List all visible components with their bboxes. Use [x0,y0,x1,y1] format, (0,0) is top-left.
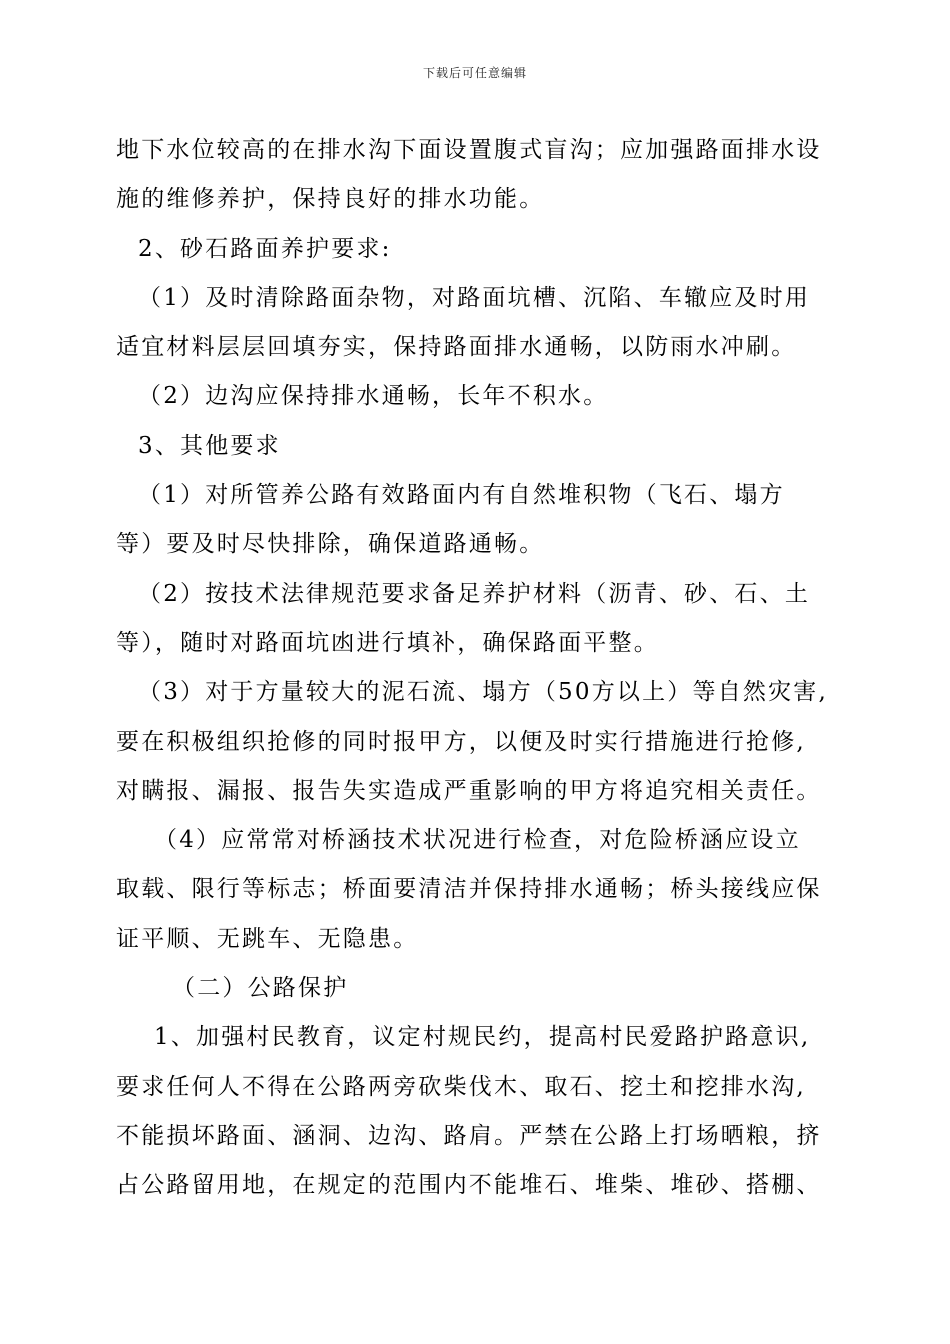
text-line: （1）及时清除路面杂物，对路面坑槽、沉陷、车辙应及时用 [138,284,811,311]
text-line: 施的维修养护，保持良好的排水功能。 [116,186,545,213]
text-line: （2）边沟应保持排水通畅，长年不积水。 [138,383,609,410]
text-line: （1）对所管养公路有效路面内有自然堆积物（飞石、塌方 [138,482,785,509]
text-line: 占公路留用地，在规定的范围内不能堆石、堆柴、堆砂、搭棚、 [116,1172,822,1199]
text-line: 证平顺、无跳车、无隐患。 [116,925,419,952]
text-line: 对瞒报、漏报、报告失实造成严重影响的甲方将追究相关责任。 [116,777,822,804]
text-line: 2、砂石路面养护要求: [138,235,392,262]
text-line: 1、加强村民教育，议定村规民约，提高村民爱路护路意识, [154,1024,811,1051]
text-line: （4）应常常对桥涵技术状况进行检查，对危险桥涵应设立 [154,827,801,854]
text-line: 3、其他要求 [138,432,281,459]
text-line: （3）对于方量较大的泥石流、塌方（50方以上）等自然灾害, [138,679,829,706]
text-line: 要在积极组织抢修的同时报甲方，以便及时实行措施进行抢修, [116,728,806,755]
text-line: （2）按技术法律规范要求备足养护材料（沥青、砂、石、土 [138,580,811,607]
page-header: 下载后可任意编辑 [422,66,527,80]
text-line: 要求任何人不得在公路两旁砍柴伐木、取石、挖土和挖排水沟, [116,1073,806,1100]
text-line: 等）要及时尽快排除，确保道路通畅。 [116,531,545,558]
text-line: 地下水位较高的在排水沟下面设置腹式盲沟；应加强路面排水设 [116,137,822,163]
document-body [116,126,840,1211]
text-line: 不能损坏路面、涵洞、边沟、路肩。严禁在公路上打场晒粮，挤 [116,1122,822,1149]
text-line: 等），随时对路面坑凼进行填补，确保路面平整。 [116,629,659,656]
text-line: 取载、限行等标志；桥面要清洁并保持排水通畅；桥头接线应保 [116,876,822,903]
text-line: （二）公路保护 [172,975,349,1002]
text-line: 适宜材料层层回填夯实，保持路面排水通畅，以防雨水冲刷。 [116,334,797,361]
